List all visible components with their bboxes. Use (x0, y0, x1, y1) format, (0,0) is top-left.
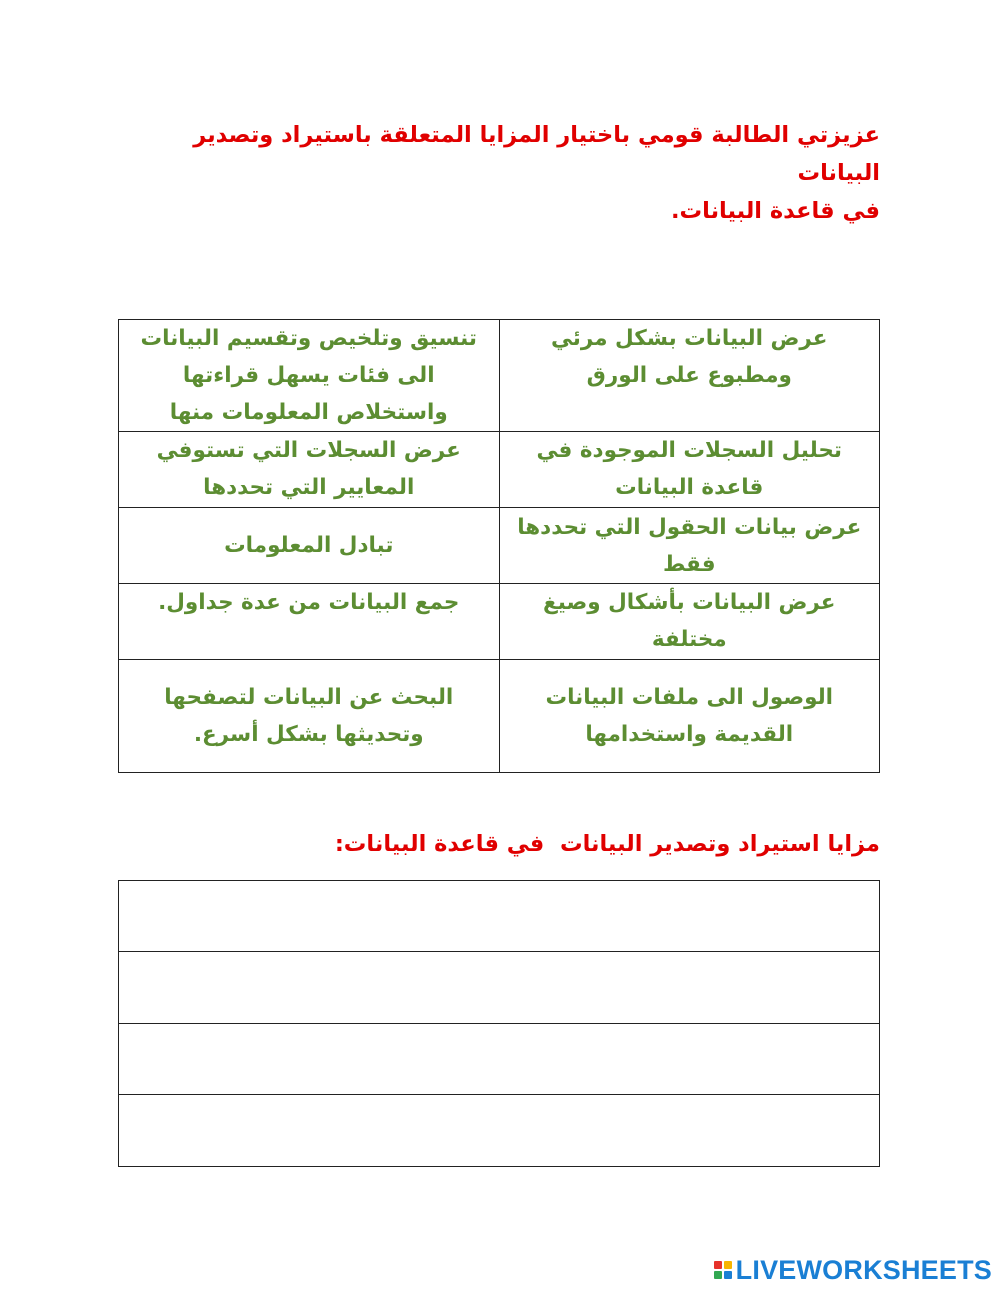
option-line: عرض بيانات الحقول التي تحددها (517, 514, 862, 540)
option-line: وتحديثها بشكل أسرع. (193, 722, 424, 747)
logo-tile (724, 1261, 732, 1269)
option-line: تحليل السجلات الموجودة في (536, 438, 842, 463)
option-line: جمع البيانات من عدة جداول. (158, 590, 460, 615)
answer-row-1[interactable] (119, 881, 879, 952)
options-row (119, 432, 880, 508)
option-cell-right[interactable] (499, 432, 880, 508)
option-line: تبادل المعلومات (224, 533, 394, 558)
logo-tile (724, 1271, 732, 1279)
option-cell-left[interactable] (119, 660, 500, 773)
logo-tile (714, 1261, 722, 1269)
option-line: مختلفة (651, 627, 727, 652)
option-line: البحث عن البيانات لتصفحها (164, 685, 454, 710)
option-line: تنسيق وتلخيص وتقسيم البيانات (140, 326, 477, 351)
options-row (119, 508, 880, 584)
option-line: القديمة واستخدامها (585, 722, 794, 747)
option-line: الى فئات يسهل قراءتها (182, 363, 435, 388)
options-row (119, 660, 880, 773)
logo-icon (714, 1261, 732, 1279)
options-row (119, 584, 880, 660)
options-table (118, 319, 880, 773)
option-cell-right[interactable] (499, 584, 880, 660)
option-line: عرض السجلات التي تستوفي (156, 438, 461, 463)
option-cell-right[interactable] (499, 660, 880, 773)
option-line: واستخلاص المعلومات منها (169, 400, 448, 425)
option-cell-right[interactable] (499, 320, 880, 432)
instruction-text (118, 116, 880, 230)
option-line: الوصول الى ملفات البيانات (545, 685, 834, 710)
answer-row-4[interactable] (119, 1095, 879, 1166)
options-row (119, 320, 880, 432)
option-cell-left[interactable] (119, 584, 500, 660)
brand-name: LIVEWORKSHEETS (735, 1254, 992, 1285)
option-line: عرض البيانات بأشكال وصيغ (543, 590, 836, 615)
option-cell-left[interactable] (119, 320, 500, 432)
option-cell-left[interactable] (119, 508, 500, 584)
liveworksheets-logo (714, 1254, 992, 1286)
instruction-line-2: في قاعدة البيانات. (670, 198, 880, 224)
answer-row-3[interactable] (119, 1024, 879, 1095)
logo-tile (714, 1271, 722, 1279)
option-line: عرض البيانات بشكل مرئي (551, 326, 828, 351)
option-cell-left[interactable] (119, 432, 500, 508)
option-line: قاعدة البيانات (615, 475, 764, 500)
option-line: فقط (662, 551, 716, 577)
answer-heading: مزايا استيراد وتصدير البيانات في قاعدة البيانات: (334, 831, 880, 857)
instruction-line-1: عزيزتي الطالبة قومي باختيار المزايا المتعلقة باستيراد وتصدير البيانات (193, 122, 880, 186)
option-line: المعايير التي تحددها (203, 475, 415, 500)
option-line: ومطبوع على الورق (586, 363, 792, 388)
option-cell-right[interactable] (499, 508, 880, 584)
answer-row-2[interactable] (119, 952, 879, 1023)
answer-table (118, 880, 880, 1167)
